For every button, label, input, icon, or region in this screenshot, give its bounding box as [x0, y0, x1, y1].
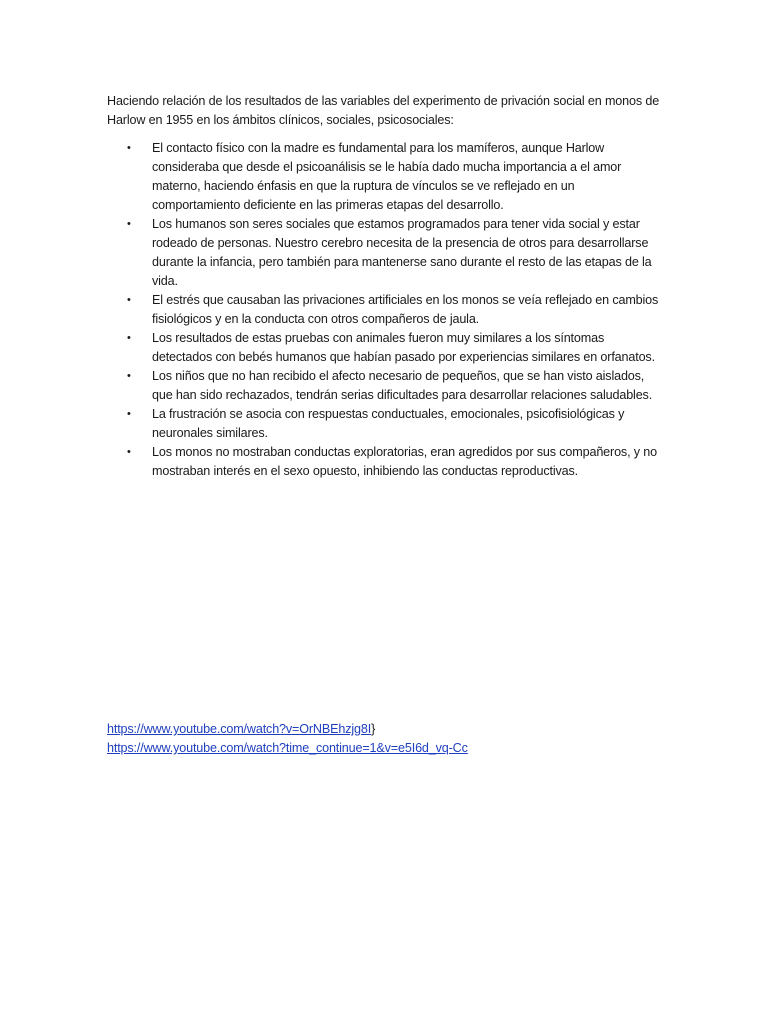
- intro-paragraph: Haciendo relación de los resultados de las variables del experimento de privación social en monos de Harlow en 1955 en los ámbitos clínicos, sociales, psicosociales:: [107, 94, 660, 127]
- bullet-list: [107, 139, 662, 481]
- bullet-icon: •: [127, 408, 131, 420]
- bullet-item: [107, 443, 662, 481]
- bullet-text: El contacto físico con la madre es fundamental para los mamíferos, aunque Harlow consideraba que desde el psicoanálisis se le había dado mucha importancia a el amor materno, haciendo énfasis en que la ruptura de vínculos se ve reflejado en un comportamiento deficiente en las primeras etapas del desarrollo.: [152, 141, 622, 212]
- document-body: [107, 92, 662, 481]
- bullet-text: Los niños que no han recibido el afecto necesario de pequeños, que se han visto aislados, que han sido rechazados, tendrán serias dificultades para desarrollar relaciones saludables.: [152, 369, 653, 402]
- bullet-text: Los resultados de estas pruebas con animales fueron muy similares a los síntomas detectados con bebés humanos que habían pasado por experiencias similares en orfanatos.: [152, 331, 655, 364]
- bullet-text: Los monos no mostraban conductas exploratorias, eran agredidos por sus compañeros, y no mostraban interés en el sexo opuesto, inhibiendo las conductas reproductivas.: [152, 445, 657, 478]
- bullet-icon: •: [127, 332, 131, 344]
- link-trailing-text: }: [371, 722, 376, 736]
- bullet-icon: •: [127, 294, 131, 306]
- bullet-icon: •: [127, 142, 131, 154]
- bullet-text: Los humanos son seres sociales que estamos programados para tener vida social y estar rodeado de personas. Nuestro cerebro necesita de la presencia de otros para desarrollarse durante la infancia, pero también para mantenerse sano durante el resto de las etapas de la vida.: [152, 217, 652, 288]
- bullet-item: [107, 139, 662, 215]
- bullet-item: [107, 215, 662, 291]
- bullet-item: [107, 291, 662, 329]
- link-text: https://www.youtube.com/watch?v=OrNBEhzjg8I: [107, 722, 372, 736]
- bullet-item: [107, 329, 662, 367]
- youtube-link-1[interactable]: [107, 720, 468, 739]
- bullet-icon: •: [127, 218, 131, 230]
- bullet-item: [107, 405, 662, 443]
- bullet-icon: •: [127, 446, 131, 458]
- bullet-text: La frustración se asocia con respuestas conductuales, emocionales, psicofisiológicas y neuronales similares.: [152, 407, 625, 440]
- link-text: https://www.youtube.com/watch?time_continue=1&v=e5I6d_vq-Cc: [107, 741, 468, 755]
- bullet-item: [107, 367, 662, 405]
- youtube-link-2[interactable]: [107, 739, 468, 758]
- bullet-icon: •: [127, 370, 131, 382]
- bullet-text: El estrés que causaban las privaciones artificiales en los monos se veía reflejado en cambios fisiológicos y en la conducta con otros compañeros de jaula.: [152, 293, 659, 326]
- reference-links: [107, 720, 468, 758]
